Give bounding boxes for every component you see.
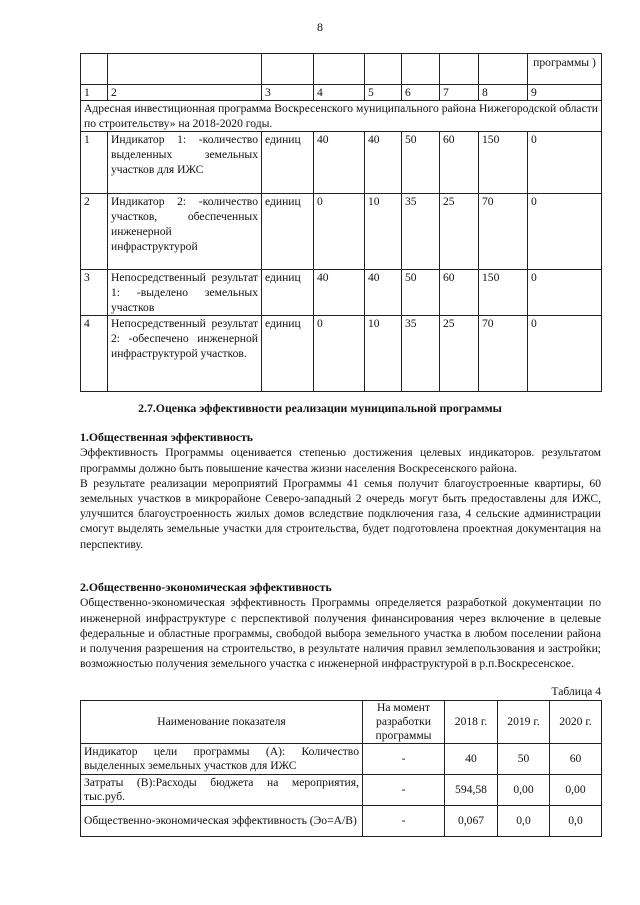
table-row xyxy=(81,316,602,392)
table-cell: 1 xyxy=(81,85,108,101)
social-heading: 1.Общественная эффективность xyxy=(80,430,254,444)
table-cell: Непосредственный результат 2: -обеспечено инженерной инфраструктурой участков. xyxy=(108,316,262,392)
header-cell: На момент разработки программы xyxy=(363,701,445,744)
table-cell: 6 xyxy=(402,85,440,101)
table-label: Таблица 4 xyxy=(551,685,601,698)
header-cell: 2020 г. xyxy=(550,701,602,744)
table-cell: 25 xyxy=(440,194,479,270)
header-cell: Наименование показателя xyxy=(81,701,363,744)
page-number: 8 xyxy=(317,20,323,34)
table-cell: 0 xyxy=(528,270,602,316)
table-cell: 2 xyxy=(108,85,262,101)
table-cell: 0 xyxy=(528,132,602,194)
table-cell: 0 xyxy=(314,194,365,270)
table-row xyxy=(81,132,602,194)
table-cell: Затраты (В):Расходы бюджета на мероприятия, тыс.руб. xyxy=(81,775,363,806)
table-row xyxy=(81,194,602,270)
table-cell: 25 xyxy=(440,316,479,392)
table-cell: - xyxy=(363,775,445,806)
table-cell: 0 xyxy=(528,194,602,270)
table-row xyxy=(81,54,602,85)
table-cell: 60 xyxy=(550,744,602,775)
table-cell: 0 xyxy=(528,316,602,392)
table-cell: 60 xyxy=(440,270,479,316)
paragraph: Эффективность Программы оценивается степенью достижения целевых индикаторов. результатом программы должно быть повышение качества жизни населения Воскресенского района. xyxy=(80,446,601,475)
table-row xyxy=(81,806,602,837)
table-cell: 150 xyxy=(479,270,528,316)
table-row xyxy=(81,775,602,806)
section-title: 2.7.Оценка эффективности реализации муниципальной программы xyxy=(138,401,502,415)
table-cell: Непосредственный результат 1: -выделено земельных участков xyxy=(108,270,262,316)
indicators-table xyxy=(80,53,602,392)
table-cell: 9 xyxy=(528,85,602,101)
table-cell: 5 xyxy=(365,85,402,101)
table-cell: 35 xyxy=(402,316,440,392)
table-cell: 0 xyxy=(314,316,365,392)
table-cell: 150 xyxy=(479,132,528,194)
table-cell: Индикатор 2: -количество участков, обеспеченных инженерной инфраструктурой xyxy=(108,194,262,270)
table-cell: 40 xyxy=(445,744,498,775)
table-cell: 4 xyxy=(81,316,108,392)
table-cell: единиц xyxy=(262,316,314,392)
table-cell: 50 xyxy=(402,270,440,316)
table-cell: 50 xyxy=(402,132,440,194)
table-cell: 40 xyxy=(365,270,402,316)
socio-economic-section xyxy=(80,580,601,671)
table-cell: 1 xyxy=(81,132,108,194)
table-cell: 60 xyxy=(440,132,479,194)
efficiency-table xyxy=(80,700,602,837)
table-cell: 35 xyxy=(402,194,440,270)
table-row xyxy=(81,101,602,132)
table-cell: 10 xyxy=(365,316,402,392)
paragraph: Общественно-экономическая эффективность Программы определяется разработкой документации по инженерной инфраструктуре с перспективой получения финансирования через включение в целевые федеральные и областные программы, свободой выбора земельного участка в любом поселении района и получения разрешения на строительство, в результате наличия правил землепользования и застройки; возможностью получения земельного участка с инженерной инфраструктурой в р.п.Воскресенское. xyxy=(80,596,601,671)
table-row xyxy=(81,270,602,316)
table-cell: 10 xyxy=(365,194,402,270)
table-cell: 3 xyxy=(262,85,314,101)
table-cell: 594,58 xyxy=(445,775,498,806)
table-cell: 70 xyxy=(479,194,528,270)
header-cell: 2018 г. xyxy=(445,701,498,744)
table-header-row xyxy=(81,701,602,744)
table-cell: 7 xyxy=(440,85,479,101)
table-cell: 50 xyxy=(498,744,550,775)
table-cell: 0,00 xyxy=(498,775,550,806)
table-cell: 40 xyxy=(314,132,365,194)
socio-economic-heading: 2.Общественно-экономическая эффективность xyxy=(80,580,332,594)
table-cell: единиц xyxy=(262,270,314,316)
table-cell: 8 xyxy=(479,85,528,101)
table-cell: 2 xyxy=(81,194,108,270)
section-heading xyxy=(0,401,640,416)
table-cell: - xyxy=(363,744,445,775)
table-cell: единиц xyxy=(262,132,314,194)
table-cell: единиц xyxy=(262,194,314,270)
paragraph: В результате реализации мероприятий Программы 41 семья получит благоустроенные квартиры, 60 земельных участков в микрорайоне Северо-западный 2 очередь могут быть предоставлены для ИЖС, улучшится благоустроенность жилых домов вследствие подключения газа, 4 сельские администрации смогут выделять земельные участки для строительства, будет подготовлена проектная документация на перспективу. xyxy=(80,476,601,551)
program-title-cell: Адресная инвестиционная программа Воскресенского муниципального района Нижегородской области по строительству» на 2018-2020 годы. xyxy=(81,101,602,132)
table-cell: 0,067 xyxy=(445,806,498,837)
table-cell: 70 xyxy=(479,316,528,392)
table-cell: 40 xyxy=(314,270,365,316)
table-cell: 4 xyxy=(314,85,365,101)
table-cell: 0,0 xyxy=(550,806,602,837)
table-cell: Индикатор цели программы (А): Количество выделенных земельных участков для ИЖС xyxy=(81,744,363,775)
table-cell: - xyxy=(363,806,445,837)
table-cell: 40 xyxy=(365,132,402,194)
table-cell: 0,00 xyxy=(550,775,602,806)
table-row xyxy=(81,744,602,775)
header-cell: 2019 г. xyxy=(498,701,550,744)
table-cell: Индикатор 1: -количество выделенных земельных участков для ИЖС xyxy=(108,132,262,194)
table-row xyxy=(81,85,602,101)
social-efficiency-section xyxy=(80,430,601,552)
table-cell: программы ) xyxy=(528,54,602,85)
table-cell: 3 xyxy=(81,270,108,316)
table-cell: Общественно-экономическая эффективность (Эо=А/В) xyxy=(81,806,363,837)
table-cell: 0,0 xyxy=(498,806,550,837)
